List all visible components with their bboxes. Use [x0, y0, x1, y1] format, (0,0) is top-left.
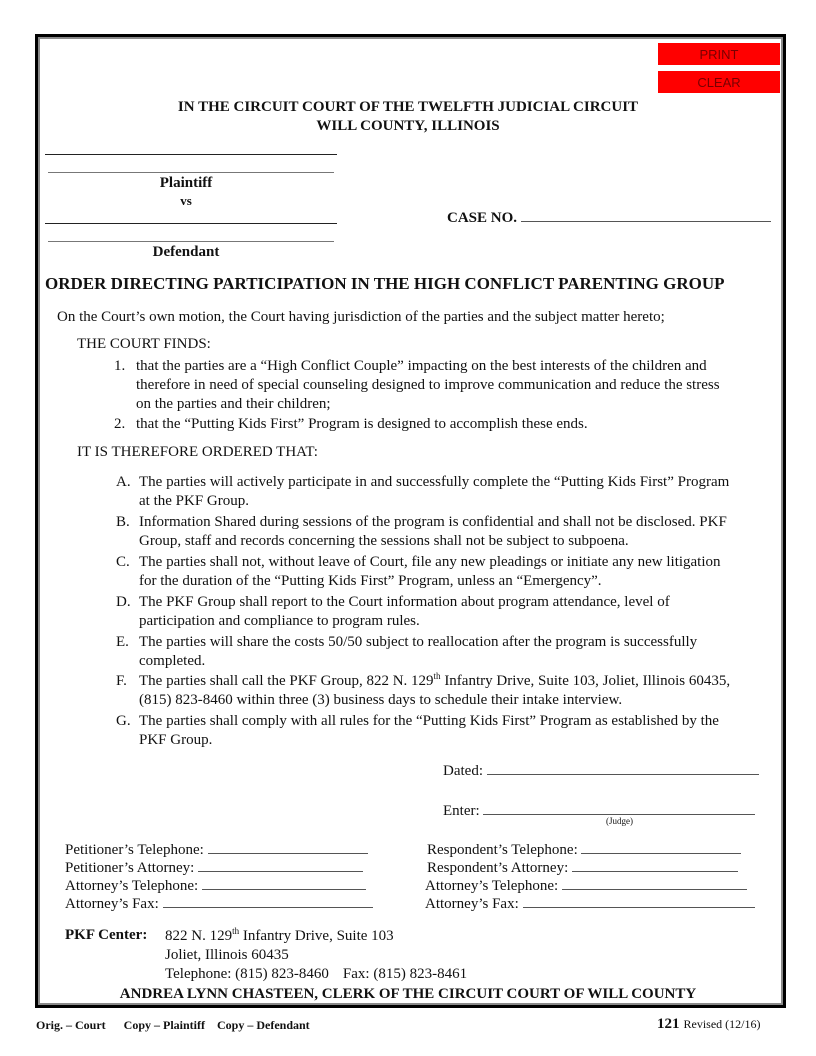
- respondent-attorney-telephone-field[interactable]: [562, 877, 747, 890]
- order-letter: F.: [116, 673, 127, 689]
- clear-button[interactable]: CLEAR: [658, 71, 780, 93]
- respondent-attorney-field[interactable]: [572, 859, 738, 872]
- field-label: Respondent’s Attorney:: [427, 860, 569, 876]
- defendant-label: Defendant: [152, 244, 220, 260]
- petitioner-attorney-field[interactable]: [198, 859, 363, 872]
- dated-field[interactable]: [487, 762, 759, 775]
- defendant-name-field[interactable]: [45, 224, 337, 240]
- order-letter: C.: [116, 554, 130, 570]
- order-text: Group, staff and records concerning the sessions shall not be subject to subpoena.: [139, 533, 629, 549]
- pkf-center-contact: Telephone: (815) 823-8460 Fax: (815) 823-8461: [165, 966, 468, 982]
- findings-heading: THE COURT FINDS:: [77, 336, 211, 352]
- distribution-court: Orig. – Court: [36, 1018, 106, 1032]
- order-text: The parties will actively participate in and successfully complete the “Putting Kids First” Program: [139, 474, 730, 490]
- respondent-telephone-field[interactable]: [581, 841, 741, 854]
- order-text: completed.: [139, 653, 206, 669]
- field-label: Attorney’s Telephone:: [65, 878, 199, 894]
- order-letter: A.: [116, 474, 131, 490]
- order-text: (815) 823-8460 within three (3) business days to schedule their intake interview.: [139, 692, 623, 708]
- intro-paragraph: On the Court’s own motion, the Court having jurisdiction of the parties and the subject matter hereto;: [57, 309, 665, 325]
- respondent-attorney-row: [427, 859, 738, 877]
- respondent-telephone-row: [427, 841, 741, 859]
- respondent-attorney-fax-field[interactable]: [523, 895, 755, 908]
- order-text: The PKF Group shall report to the Court information about program attendance, level of: [139, 594, 670, 610]
- order-text: The parties shall comply with all rules for the “Putting Kids First” Program as established by the: [139, 713, 719, 729]
- respondent-attorney-fax-row: [425, 895, 755, 913]
- order-letter: B.: [116, 514, 130, 530]
- petitioner-attorney-fax-field[interactable]: [163, 895, 373, 908]
- pkf-center-address: 822 N. 129th Infantry Drive, Suite 103 Joliet, Illinois 60435 Telephone: (815) 823-8460 Fax: (815) 823-8461: [165, 926, 468, 982]
- order-text: at the PKF Group.: [139, 493, 249, 509]
- vs-label: vs: [180, 193, 192, 208]
- judge-caption: (Judge): [606, 816, 633, 826]
- order-text: The parties will share the costs 50/50 subject to reallocation after the program is successfully: [139, 634, 698, 650]
- clerk-name: ANDREA LYNN CHASTEEN, CLERK OF THE CIRCUIT COURT OF WILL COUNTY: [119, 986, 697, 1002]
- finding-number: 1.: [114, 358, 126, 374]
- case-number-label: CASE NO.: [447, 210, 518, 226]
- order-letter: G.: [116, 713, 131, 729]
- finding-text: that the “Putting Kids First” Program is designed to accomplish these ends.: [136, 416, 588, 432]
- finding-text: therefore in need of special counseling designed to improve communication and reduce the stress: [136, 377, 720, 393]
- petitioner-attorney-fax-row: [65, 895, 373, 913]
- plaintiff-label: Plaintiff: [159, 175, 213, 191]
- form-revision: [657, 1015, 761, 1033]
- finding-text: on the parties and their children;: [136, 396, 331, 412]
- court-name: IN THE CIRCUIT COURT OF THE TWELFTH JUDICIAL CIRCUIT: [177, 99, 639, 115]
- petitioner-attorney-telephone-field[interactable]: [202, 877, 366, 890]
- order-letter: E.: [116, 634, 129, 650]
- order-text: participation and compliance to program rules.: [139, 613, 420, 629]
- field-label: Petitioner’s Attorney:: [65, 860, 195, 876]
- order-text: for the duration of the “Putting Kids First” Program, unless an “Emergency”.: [139, 573, 602, 589]
- order-text: PKF Group.: [139, 732, 213, 748]
- field-label: Attorney’s Fax:: [65, 896, 159, 912]
- petitioner-telephone-row: [65, 841, 368, 859]
- order-text: Information Shared during sessions of the program is confidential and shall not be disclosed. PKF: [139, 514, 727, 530]
- order-text: The parties shall call the PKF Group, 822 N. 129th Infantry Drive, Suite 103, Joliet, Illinois 60435,: [139, 671, 731, 689]
- court-county: WILL COUNTY, ILLINOIS: [316, 118, 500, 134]
- judge-signature-field[interactable]: [483, 802, 755, 815]
- distribution-defendant: Copy – Defendant: [217, 1018, 310, 1032]
- field-label: Attorney’s Fax:: [425, 896, 519, 912]
- plaintiff-name-field[interactable]: [45, 155, 337, 171]
- case-number-field[interactable]: [521, 209, 771, 222]
- dated-row: [443, 762, 759, 780]
- field-label: Respondent’s Telephone:: [427, 842, 578, 858]
- respondent-attorney-telephone-row: [425, 877, 747, 895]
- pkf-center-city: Joliet, Illinois 60435: [165, 947, 289, 963]
- order-title: ORDER DIRECTING PARTICIPATION IN THE HIGH CONFLICT PARENTING GROUP: [45, 274, 725, 293]
- distribution-plaintiff: Copy – Plaintiff: [123, 1018, 205, 1032]
- enter-row: [443, 802, 755, 820]
- field-label: Attorney’s Telephone:: [425, 878, 559, 894]
- enter-label: Enter:: [443, 803, 480, 819]
- finding-number: 2.: [114, 416, 126, 432]
- finding-text: that the parties are a “High Conflict Couple” impacting on the best interests of the children and: [136, 358, 707, 374]
- dated-label: Dated:: [443, 763, 483, 779]
- case-number: [447, 209, 771, 227]
- order-text: The parties shall not, without leave of Court, file any new pleadings or initiate any new litigation: [139, 554, 721, 570]
- order-letter: D.: [116, 594, 131, 610]
- petitioner-telephone-field[interactable]: [208, 841, 368, 854]
- revised-date: Revised (12/16): [683, 1017, 761, 1031]
- pkf-center-label: PKF Center:: [65, 927, 148, 943]
- print-button[interactable]: PRINT: [658, 43, 780, 65]
- field-label: Petitioner’s Telephone:: [65, 842, 204, 858]
- form-number: 121: [657, 1016, 680, 1032]
- defendant-name-underline: [48, 241, 334, 242]
- orders-heading: IT IS THEREFORE ORDERED THAT:: [77, 444, 318, 460]
- plaintiff-name-underline: [48, 172, 334, 173]
- petitioner-attorney-telephone-row: [65, 877, 366, 895]
- petitioner-attorney-row: [65, 859, 363, 877]
- distribution-list: [36, 1018, 310, 1033]
